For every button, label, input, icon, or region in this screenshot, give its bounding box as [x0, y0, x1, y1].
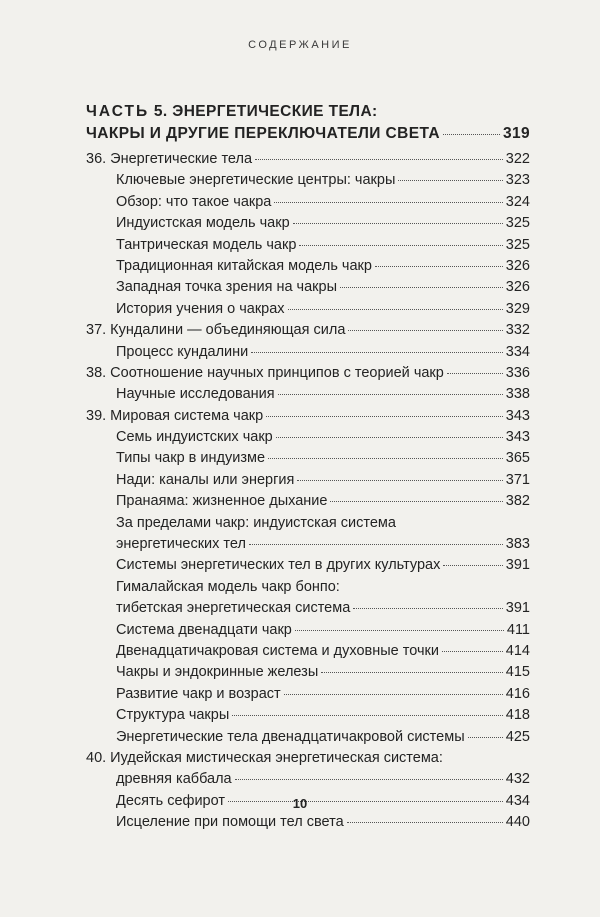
toc-entry-title: Традиционная китайская модель чакр	[116, 257, 372, 274]
toc-entry	[86, 748, 530, 769]
dot-leader	[232, 715, 503, 716]
toc-entry-title: 36. Энергетические тела	[86, 151, 253, 167]
toc-entry-page: 336	[505, 364, 530, 381]
toc-entry	[86, 769, 530, 790]
toc-entry	[86, 277, 530, 298]
dot-leader	[295, 630, 504, 631]
toc-entry-page: 416	[505, 685, 530, 702]
toc-entry-page: 332	[505, 322, 530, 339]
toc-entry-page: 325	[505, 215, 530, 232]
toc-entry	[86, 705, 530, 726]
toc-entry-page: 325	[505, 236, 530, 253]
toc-entry	[86, 641, 530, 662]
toc-entry-title: Системы энергетических тел в других культурах	[116, 557, 441, 574]
dot-leader	[249, 544, 503, 545]
toc-entry-title: 37. Кундалини — объединяющая сила	[86, 322, 346, 339]
toc-entry	[86, 555, 530, 576]
dot-leader	[353, 608, 503, 609]
dot-leader	[442, 651, 503, 652]
toc-entry-title: Энергетические тела двенадцатичакровой системы	[116, 728, 465, 745]
toc-entry-title: Двенадцатичакровая система и духовные точки	[116, 642, 439, 659]
part-heading-line2	[86, 123, 530, 145]
dot-leader	[266, 416, 503, 417]
dot-leader	[347, 822, 503, 823]
dot-leader	[276, 437, 503, 438]
toc-entry-title: За пределами чакр: индуистская система	[116, 514, 396, 531]
toc-entry-title: Научные исследования	[116, 386, 275, 403]
toc-entry-title: Процесс кундалини	[116, 343, 249, 360]
dot-leader	[299, 245, 502, 246]
toc-entry-page: 371	[505, 471, 530, 488]
toc-entry	[86, 577, 530, 598]
toc-entry	[86, 812, 530, 833]
dot-leader	[293, 223, 503, 224]
toc-entry-page: 432	[505, 771, 530, 788]
toc-entry-page: 411	[506, 621, 530, 638]
toc-entry	[86, 299, 530, 320]
toc-entry-page: 440	[505, 814, 530, 831]
toc-entry-title: Исцеление при помощи тел света	[116, 814, 344, 831]
toc-entry-title: История учения о чакрах	[116, 300, 285, 317]
toc-entry-title: Типы чакр в индуизме	[116, 450, 266, 467]
dot-leader	[284, 694, 503, 695]
toc-entry	[86, 684, 530, 705]
table-of-contents	[86, 149, 530, 834]
toc-entry-page: 329	[505, 300, 530, 317]
toc-entry-page: 383	[505, 536, 530, 553]
dot-leader	[348, 330, 502, 331]
toc-entry-page: 434	[505, 792, 530, 809]
toc-entry-page: 418	[505, 707, 530, 724]
toc-entry-page: 414	[505, 642, 530, 659]
part-title-line1: 5. ЭНЕРГЕТИЧЕСКИЕ ТЕЛА:	[153, 103, 378, 120]
toc-entry	[86, 427, 530, 448]
toc-entry-title: Нади: каналы или энергия	[116, 471, 295, 488]
toc-entry-page: 334	[505, 343, 530, 360]
toc-entry	[86, 448, 530, 469]
toc-entry	[86, 363, 530, 384]
dot-leader	[268, 458, 503, 459]
toc-entry	[86, 384, 530, 405]
toc-entry-page: 324	[505, 193, 530, 210]
toc-entry-title: 38. Соотношение научных принципов с теорией чакр	[86, 364, 444, 381]
dot-leader	[398, 180, 502, 181]
dot-leader	[278, 394, 503, 395]
toc-entry-title: Индуистская модель чакр	[116, 215, 290, 232]
toc-entry-title: Развитие чакр и возраст	[116, 685, 281, 702]
dot-leader	[255, 159, 503, 160]
dot-leader	[375, 266, 503, 267]
toc-entry-title: Система двенадцати чакр	[116, 621, 292, 638]
toc-entry	[86, 727, 530, 748]
toc-entry-page: 425	[505, 728, 530, 745]
toc-entry-title: 40. Иудейская мистическая энергетическая система:	[86, 749, 443, 766]
part-heading-line1	[86, 101, 530, 123]
dot-leader	[443, 565, 502, 566]
toc-entry-title: древняя каббала	[116, 771, 232, 788]
dot-leader	[468, 737, 503, 738]
toc-entry	[86, 192, 530, 213]
toc-entry	[86, 170, 530, 191]
toc-entry	[86, 620, 530, 641]
toc-entry-title: энергетических тел	[116, 536, 246, 553]
toc-entry-page: 415	[505, 664, 530, 681]
toc-entry-title: 39. Мировая система чакр	[86, 407, 264, 424]
part-page-number: 319	[502, 125, 530, 142]
dot-leader	[330, 501, 502, 502]
toc-entry-page: 391	[505, 557, 530, 574]
toc-entry-title: Ключевые энергетические центры: чакры	[116, 172, 396, 189]
toc-entry	[86, 406, 530, 427]
toc-entry-page: 391	[505, 600, 530, 617]
running-head: СОДЕРЖАНИЕ	[248, 39, 352, 51]
toc-entry-title: Западная точка зрения на чакры	[116, 279, 337, 296]
toc-entry	[86, 149, 530, 170]
toc-entry-title: Семь индуистских чакр	[116, 429, 273, 446]
toc-entry-page: 382	[505, 493, 530, 510]
toc-entry-page: 343	[505, 407, 530, 424]
toc-entry	[86, 662, 530, 683]
toc-entry-title: Гималайская модель чакр бонпо:	[116, 578, 340, 595]
page-number: 10	[292, 796, 308, 811]
toc-entry	[86, 213, 530, 234]
toc-entry-page: 326	[505, 279, 530, 296]
toc-entry-title: тибетская энергетическая система	[116, 600, 351, 617]
part-title-line2: ЧАКРЫ И ДРУГИЕ ПЕРЕКЛЮЧАТЕЛИ СВЕТА	[86, 125, 440, 142]
dot-leader	[340, 287, 503, 288]
toc-entry-page: 343	[505, 429, 530, 446]
dot-leader	[251, 352, 503, 353]
toc-entry	[86, 598, 530, 619]
toc-entry-title: Десять сефирот	[116, 792, 226, 809]
toc-entry-page: 338	[505, 386, 530, 403]
toc-entry	[86, 256, 530, 277]
toc-entry	[86, 320, 530, 341]
dot-leader	[321, 672, 503, 673]
toc-entry-page: 326	[505, 257, 530, 274]
toc-entry-page: 323	[505, 172, 530, 189]
dot-leader	[274, 202, 502, 203]
part-heading	[86, 101, 530, 145]
dot-leader	[447, 373, 503, 374]
toc-entry-title: Тантрическая модель чакр	[116, 236, 297, 253]
toc-entry-title: Структура чакры	[116, 707, 230, 724]
toc-entry	[86, 342, 530, 363]
toc-entry-page: 365	[505, 450, 530, 467]
toc-entry	[86, 491, 530, 512]
dot-leader	[297, 480, 502, 481]
toc-entry	[86, 470, 530, 491]
toc-entry	[86, 235, 530, 256]
dot-leader	[443, 134, 500, 135]
toc-entry-title: Пранаяма: жизненное дыхание	[116, 493, 328, 510]
dot-leader	[235, 779, 503, 780]
part-label: ЧАСТЬ	[86, 103, 150, 120]
toc-entry-title: Обзор: что такое чакра	[116, 193, 272, 210]
toc-entry	[86, 513, 530, 534]
toc-entry-title: Чакры и эндокринные железы	[116, 664, 319, 681]
toc-entry-page: 322	[505, 151, 530, 167]
dot-leader	[288, 309, 503, 310]
toc-entry	[86, 534, 530, 555]
